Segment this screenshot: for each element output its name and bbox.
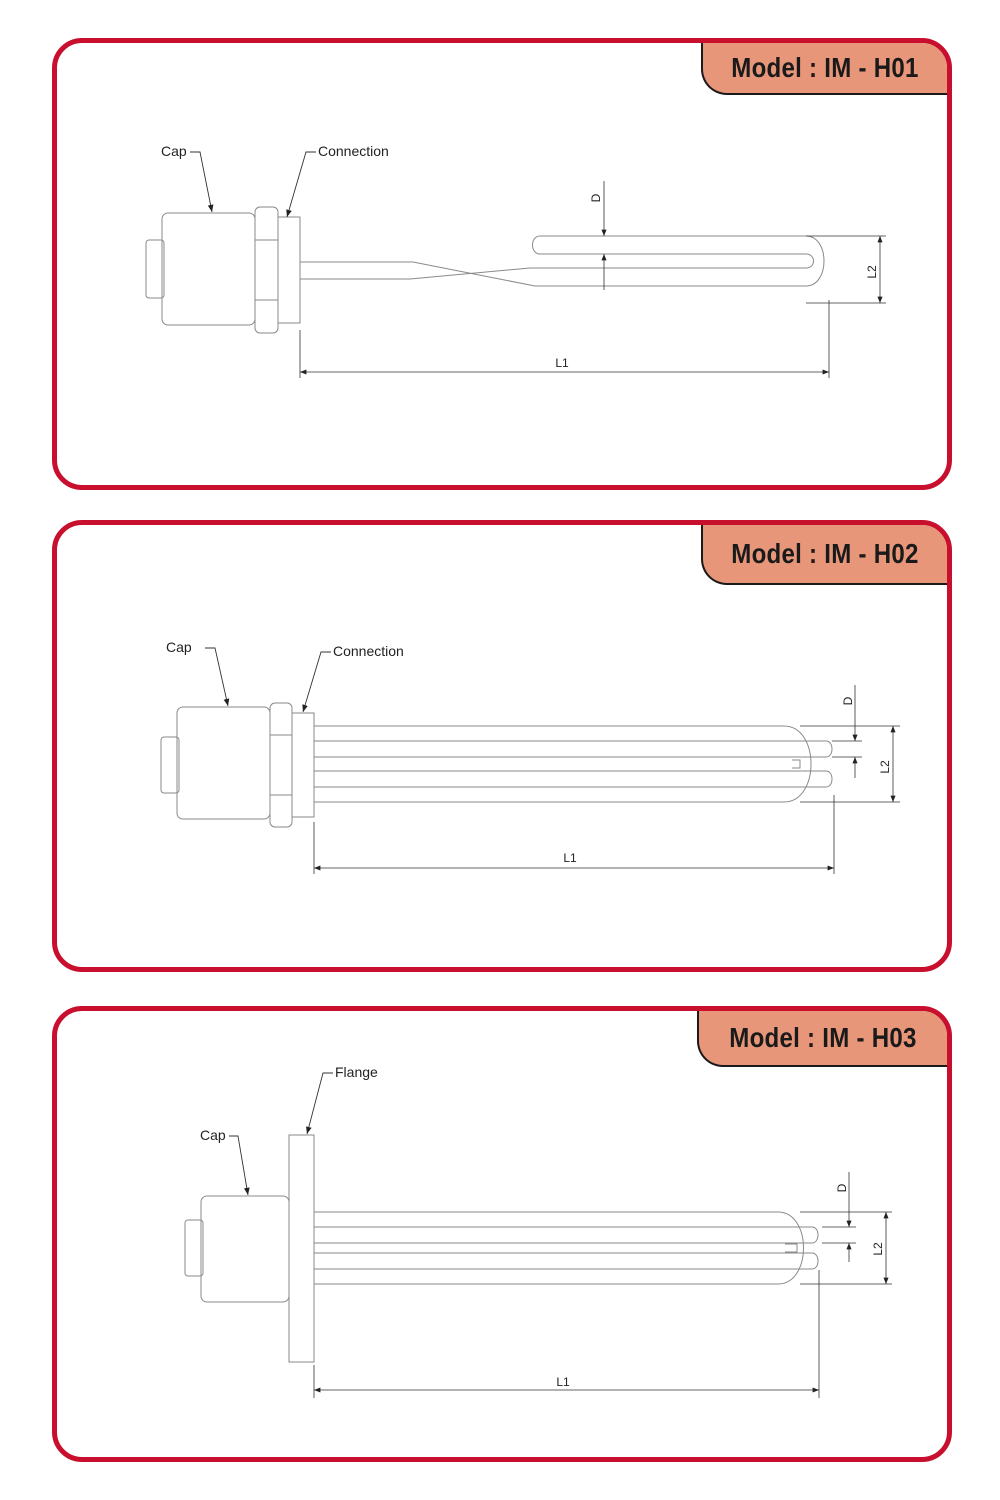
dim-l1-label: L1 bbox=[555, 356, 569, 370]
dim-d-label: D bbox=[841, 696, 855, 706]
cap-label: Cap bbox=[200, 1127, 226, 1143]
flange-plate bbox=[289, 1135, 314, 1362]
dim-l1-label: L1 bbox=[556, 1375, 570, 1389]
dim-l2-label: L2 bbox=[865, 265, 879, 279]
dim-l2-label: L2 bbox=[871, 1242, 885, 1256]
cap-label: Cap bbox=[161, 143, 187, 159]
connection-label: Connection bbox=[318, 143, 389, 159]
flange-label: Flange bbox=[335, 1064, 378, 1080]
dim-l2-label: L2 bbox=[878, 760, 892, 774]
dim-d-label: D bbox=[589, 193, 603, 203]
cap-body bbox=[201, 1196, 289, 1302]
cap-label: Cap bbox=[166, 639, 192, 655]
cap-knob bbox=[185, 1220, 203, 1276]
model-title: Model : IM - H03 bbox=[729, 1022, 917, 1053]
connection-label: Connection bbox=[333, 643, 404, 659]
model-title: Model : IM - H02 bbox=[731, 538, 919, 569]
element-tubes bbox=[314, 1212, 818, 1284]
dim-l1-label: L1 bbox=[563, 851, 577, 865]
model-title: Model : IM - H01 bbox=[731, 52, 919, 83]
dim-d-label: D bbox=[835, 1183, 849, 1193]
